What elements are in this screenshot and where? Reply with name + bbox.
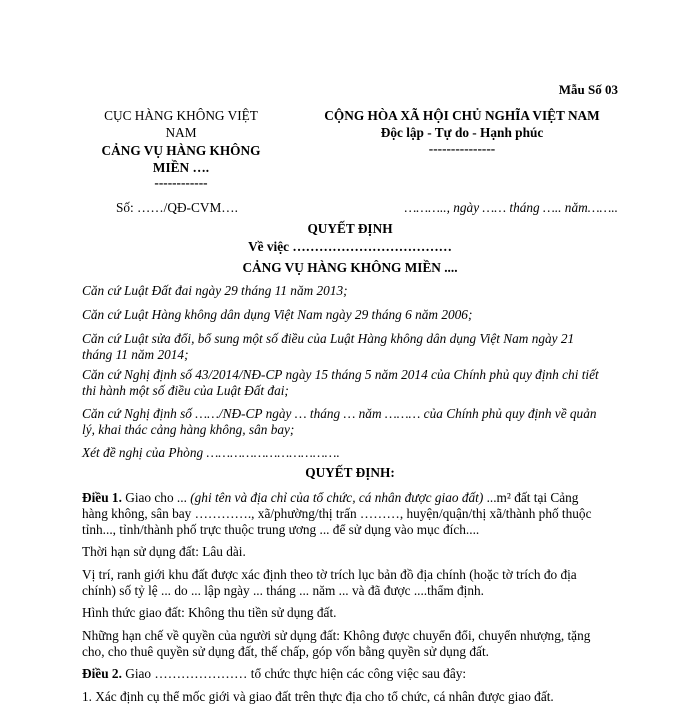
article-2-label: Điều 2.: [82, 666, 122, 681]
decision-heading: QUYẾT ĐỊNH:: [305, 465, 395, 480]
basis-amended-law-line2: tháng 11 năm 2014;: [82, 347, 189, 362]
basis-decree-airport-line2: lý, khai thác cảng hàng không, sân bay;: [82, 422, 295, 437]
agency-name-line2: MIỀN ….: [152, 159, 210, 175]
basis-decree-43-line1: Căn cứ Nghị định số 43/2014/NĐ-CP ngày 15 tháng 5 năm 2014 của Chính phủ quy định chi tiết: [82, 367, 599, 382]
decision-subject: Về việc ………………………………: [248, 239, 452, 254]
basis-amended-law-line1: Căn cứ Luật sửa đổi, bổ sung một số điều của Luật Hàng không dân dụng Việt Nam ngày 21: [82, 331, 575, 346]
term-line: Thời hạn sử dụng đất: Lâu dài.: [82, 544, 246, 559]
allocation-form: Hình thức giao đất: Không thu tiền sử dụng đất.: [82, 605, 337, 620]
article-1-label: Điều 1.: [82, 490, 122, 505]
national-motto: Độc lập - Tự do - Hạnh phúc: [380, 125, 544, 141]
document-date: ……….., ngày …… tháng ….. năm……..: [404, 200, 618, 215]
basis-land-law: Căn cứ Luật Đất đai ngày 29 tháng 11 năm 2013;: [82, 283, 348, 298]
national-header: [292, 107, 632, 155]
agency-rule: ------------: [154, 175, 208, 191]
article-1-text-italic: (ghi tên và địa chỉ của tổ chức, cá nhân được giao đất): [190, 490, 484, 505]
article-1-line3: tỉnh..., tỉnh/thành phố trực thuộc trung ương ... để sử dụng vào mục đích....: [82, 522, 480, 537]
article-2-item-1: 1. Xác định cụ thể mốc giới và giao đất trên thực địa cho tổ chức, cá nhân được giao đất.: [82, 689, 554, 704]
article-2-line: [82, 665, 622, 682]
basis-decree-43-line2: thi hành một số điều của Luật Đất đai;: [82, 383, 289, 398]
article-1-text-b: ...m² đất tại Cảng: [483, 490, 579, 505]
national-title: CỘNG HÒA XÃ HỘI CHỦ NGHĨA VIỆT NAM: [324, 108, 600, 123]
article-1-line1: [82, 489, 622, 506]
issuing-authority: CẢNG VỤ HÀNG KHÔNG MIỀN ....: [242, 260, 458, 275]
basis-aviation-law: Căn cứ Luật Hàng không dân dụng Việt Nam ngày 29 tháng 6 năm 2006;: [82, 307, 473, 322]
location-line2: chính) số tỷ lệ ... do ... lập ngày ... tháng ... năm ... và đã được ....thẩm định.: [82, 583, 484, 598]
proposal-line: Xét đề nghị của Phòng …………………………….: [82, 445, 340, 460]
document-number: Số: ……/QĐ-CVM….: [116, 200, 238, 215]
agency-parent-line1: CỤC HÀNG KHÔNG VIỆT: [104, 108, 258, 123]
form-number: Mẫu Số 03: [558, 82, 618, 97]
article-1-text-a: Giao cho ...: [121, 490, 191, 505]
article-1-line2: hàng không, sân bay …………., xã/phường/thị trấn ………, huyện/quận/thị xã/thành phố thuộc: [82, 506, 592, 521]
location-line1: Vị trí, ranh giới khu đất được xác định theo tờ trích lục bản đồ địa chính (hoặc tờ trích đo địa: [82, 567, 577, 582]
issuing-agency-header: [86, 107, 276, 189]
article-2-text: Giao ………………… tổ chức thực hiện các công việc sau đây:: [121, 666, 467, 681]
decision-title: QUYẾT ĐỊNH: [307, 221, 393, 236]
restrictions-line2: cho, cho thuê quyền sử dụng đất, thế chấp, góp vốn bằng quyền sử dụng đất.: [82, 644, 489, 659]
basis-decree-airport-line1: Căn cứ Nghị định số ……/NĐ-CP ngày … tháng … năm ……… của Chính phủ quy định về quản: [82, 406, 597, 421]
agency-parent-line2: NAM: [165, 125, 197, 141]
restrictions-line1: Những hạn chế về quyền của người sử dụng đất: Không được chuyển đổi, chuyển nhượng, tặng: [82, 628, 591, 643]
national-rule: ---------------: [428, 140, 496, 156]
agency-name-line1: CẢNG VỤ HÀNG KHÔNG: [101, 142, 261, 158]
